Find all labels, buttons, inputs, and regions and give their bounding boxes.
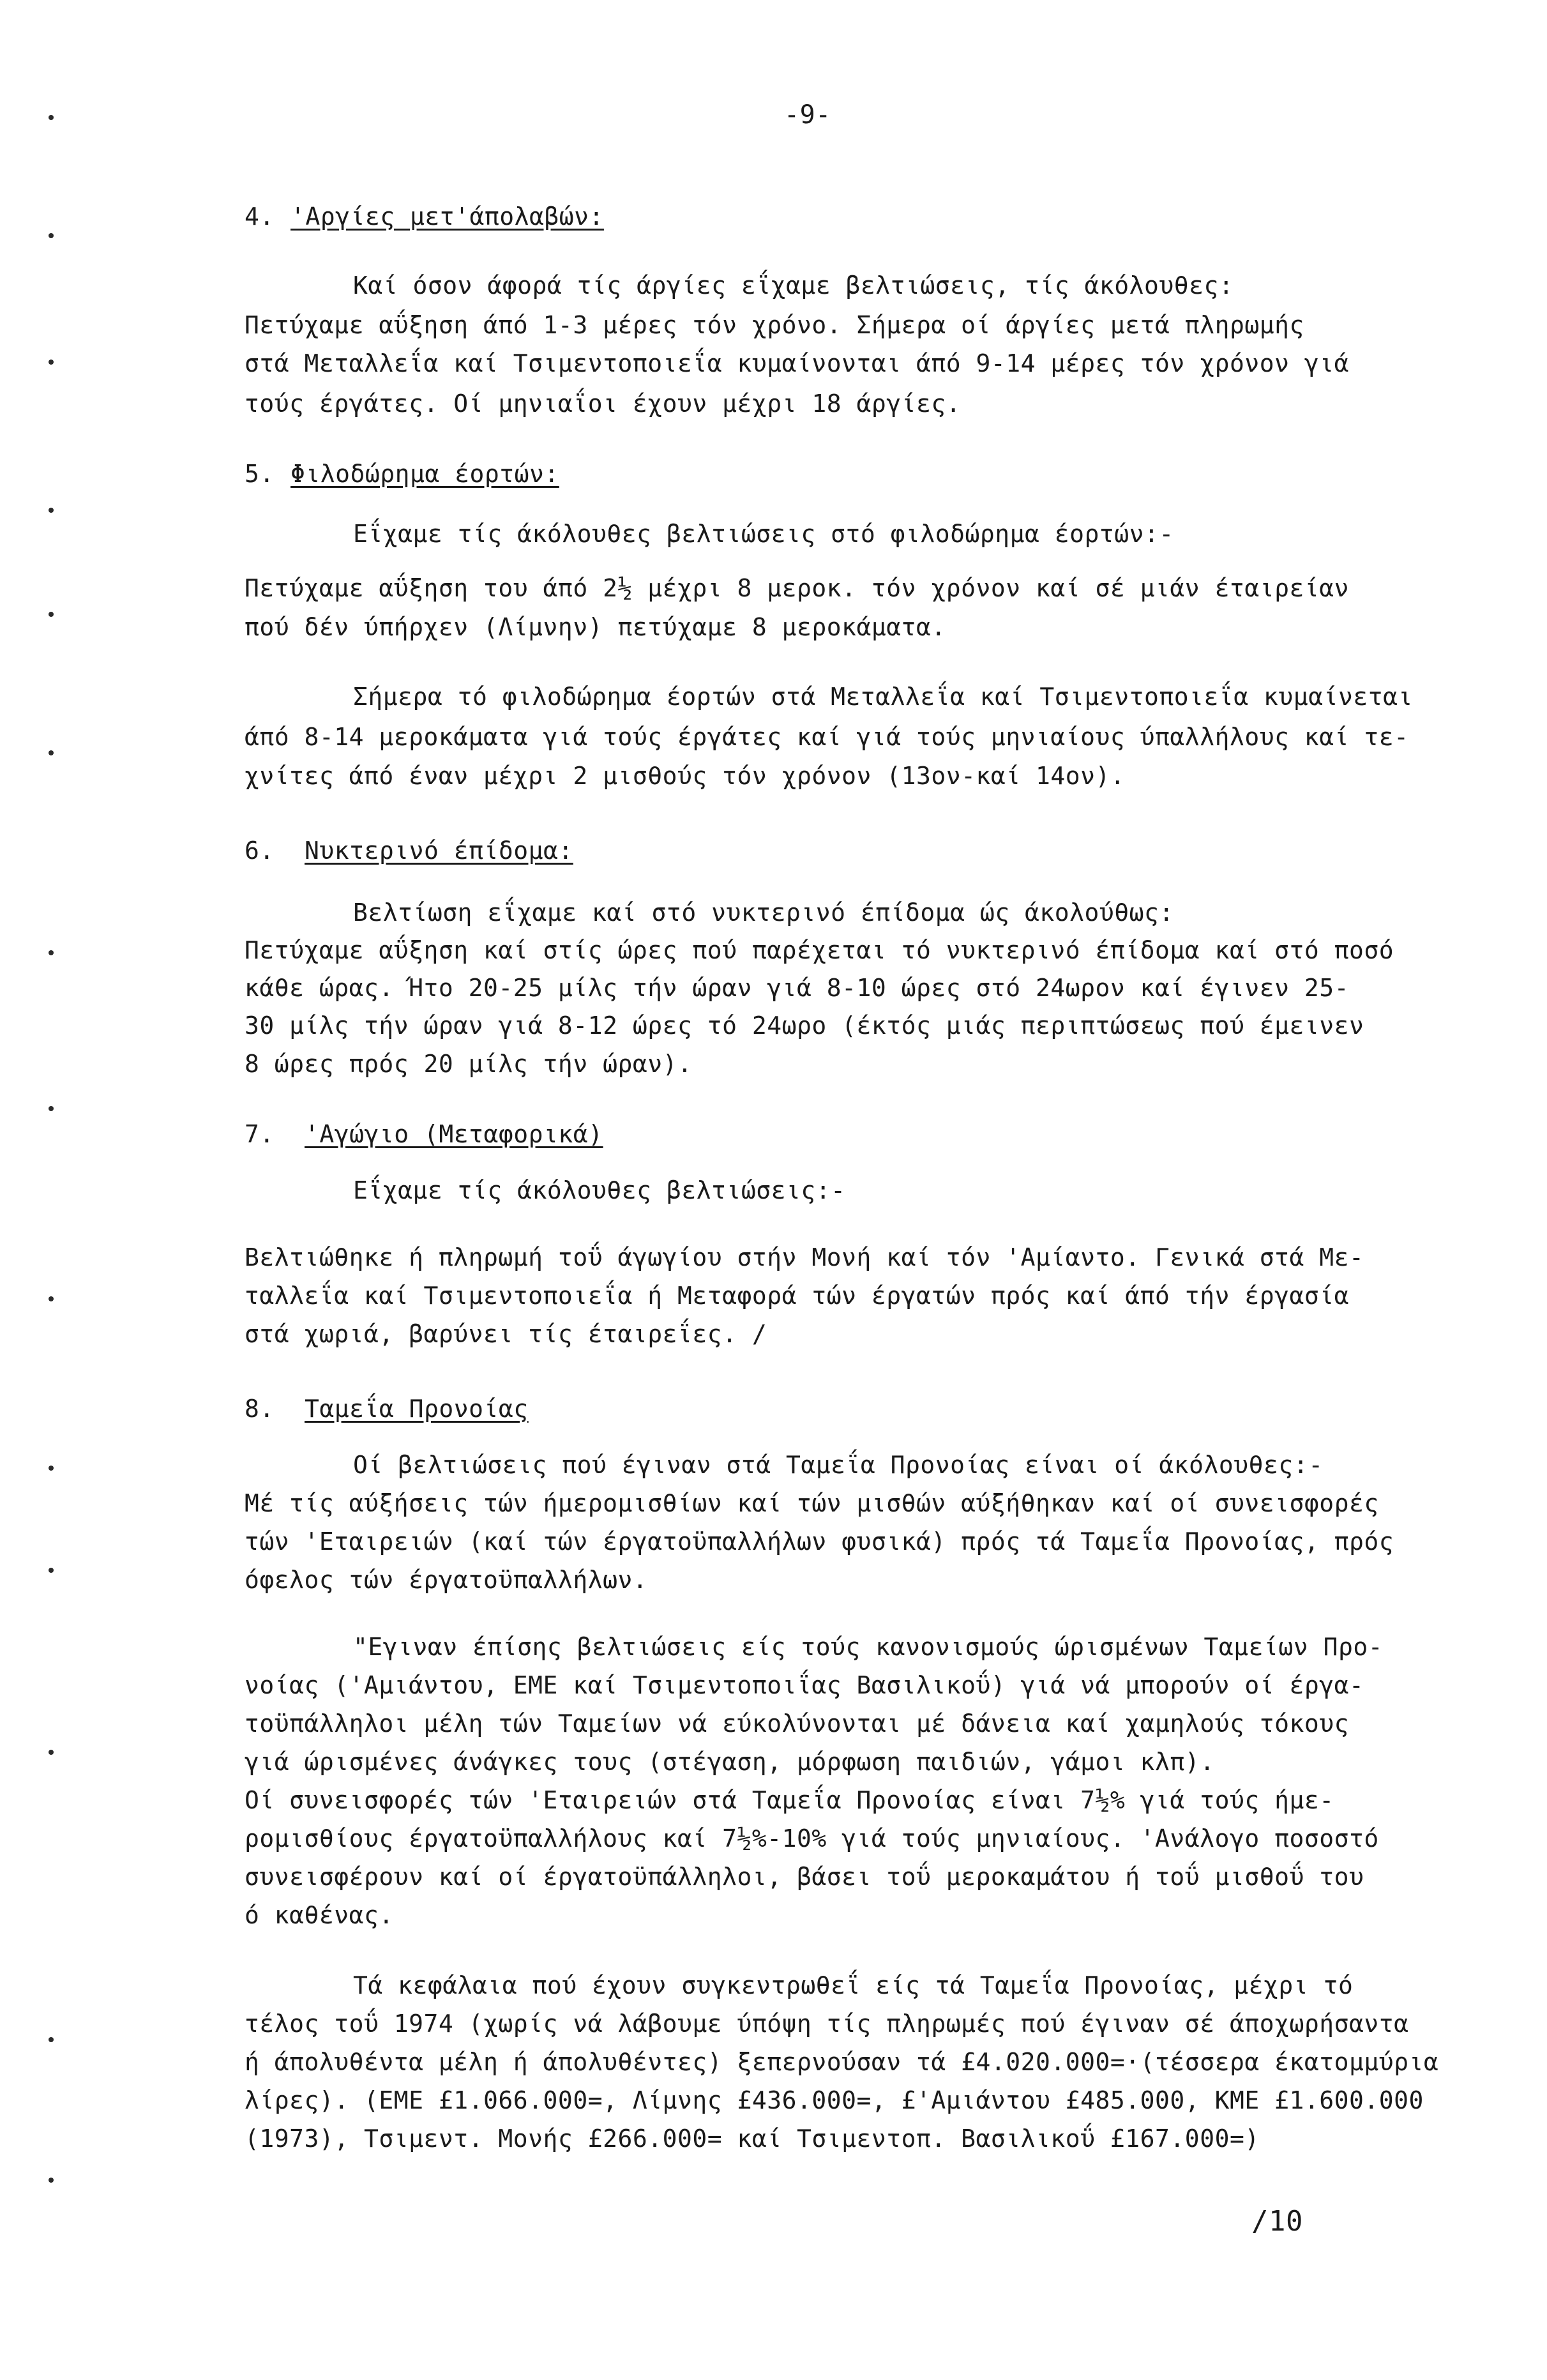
margin-dot [49,360,54,365]
section-7-title: 'Αγώγιο (Μεταφορικά) [305,1120,603,1148]
margin-dot [49,508,54,513]
margin-dot [49,612,54,617]
section-7-line: ταλλεΐα καί Τσιμεντοποιεΐα ή Μεταφορά τών έργατών πρός καί άπό τήν έργασία [245,1282,1349,1310]
section-5-line: Σήμερα τό φιλοδώρημα έορτών στά Μεταλλεΐα καί Τσιμεντοποιεΐα κυμαίνεται [353,683,1413,711]
section-7-line: Βελτιώθηκε ή πληρωμή τοΰ άγωγίου στήν Μονή καί τόν 'Αμίαντο. Γενικά στά Με- [245,1243,1364,1271]
section-4-line: Πετύχαμε αΰξηση άπό 1-3 μέρες τόν χρόνο. Σήμερα οί άργίες μετά πληρωμής [245,311,1304,339]
margin-dot [49,1466,54,1471]
section-8-line: ή άπολυθέντα μέλη ή άπολυθέντες) ξεπερνούσαν τά £4.020.000=·(τέσσερα έκατομμύρια [245,2048,1439,2076]
section-5-number: 5. [245,460,275,488]
margin-dot [49,950,54,955]
section-6-number: 6. [245,837,275,865]
margin-dot [49,115,54,120]
margin-dot [49,1106,54,1111]
section-8-line: γιά ώρισμένες άνάγκες τους (στέγαση, μόρφωση παιδιών, γάμοι κλπ). [245,1748,1215,1776]
section-8-line: όφελος τών έργατοϋπαλλήλων. [245,1566,648,1594]
section-8-line: τέλος τοΰ 1974 (χωρίς νά λάβουμε ύπόψη τίς πληρωμές πού έγιναν σέ άποχωρήσαντα [245,2010,1409,2038]
section-5-line: Πετύχαμε αΰξηση του άπό 2½ μέχρι 8 μεροκ. τόν χρόνον καί σέ μιάν έταιρείαν [245,574,1349,602]
section-6-line: Πετύχαμε αΰξηση καί στίς ώρες πού παρέχεται τό νυκτερινό έπίδομα καί στό ποσό [245,936,1394,964]
margin-dot [49,1568,54,1573]
section-8-number: 8. [245,1395,275,1423]
section-4-number: 4. [245,202,275,231]
section-4-line: Καί όσον άφορά τίς άργίες εΐχαμε βελτιώσεις, τίς άκόλουθες: [353,271,1234,299]
section-8-line: ρομισθίους έργατοϋπαλλήλους καί 7½%-10% γιά τούς μηνιαίους. 'Ανάλογο ποσοστό [245,1824,1379,1853]
margin-dot [49,750,54,755]
margin-dot [49,233,54,238]
margin-dot [49,2178,54,2183]
section-8-line: Οί βελτιώσεις πού έγιναν στά Ταμεΐα Προνοίας είναι οί άκόλουθες:- [353,1451,1324,1479]
section-7-line: Εΐχαμε τίς άκόλουθες βελτιώσεις:- [353,1176,846,1204]
section-8-title: Ταμεΐα Προνοίας [305,1395,529,1423]
section-5-line: άπό 8-14 μεροκάματα γιά τούς έργάτες καί γιά τούς μηνιαίους ύπαλλήλους καί τε- [245,723,1409,751]
section-8-line: (1973), Τσιμεντ. Μονής £266.000= καί Τσιμεντοπ. Βασιλικοΰ £167.000=) [245,2125,1260,2153]
section-8-line: Οί συνεισφορές τών 'Εταιρειών στά Ταμεΐα Προνοίας είναι 7½% γιά τούς ήμε- [245,1786,1334,1814]
section-6-line: Βελτίωση εΐχαμε καί στό νυκτερινό έπίδομα ώς άκολούθως: [353,898,1174,927]
section-4-title: 'Αργίες μετ'άπολαβών: [291,202,604,231]
section-8-line: συνεισφέρουν καί οί έργατοϋπάλληλοι, βάσει τοΰ μεροκαμάτου ή τοΰ μισθοΰ του [245,1863,1364,1891]
section-5-line: Εΐχαμε τίς άκόλουθες βελτιώσεις στό φιλοδώρημα έορτών:- [353,520,1174,548]
section-7-line: στά χωριά, βαρύνει τίς έταιρεΐες. / [245,1320,767,1348]
section-8-line: Μέ τίς αύξήσεις τών ήμερομισθίων καί τών μισθών αύξήθηκαν καί οί συνεισφορές [245,1489,1379,1517]
section-7-number: 7. [245,1120,275,1148]
section-6-title: Νυκτερινό έπίδομα: [305,837,573,865]
continuation-marker: /10 [1251,2205,1303,2238]
margin-dot [49,1750,54,1755]
section-8-line: τών 'Εταιρειών (καί τών έργατοϋπαλλήλων φυσικά) πρός τά Ταμεΐα Προνοίας, πρός [245,1527,1394,1556]
section-6-line: 8 ώρες πρός 20 μίλς τήν ώραν). [245,1050,693,1078]
section-6-line: 30 μίλς τήν ώραν γιά 8-12 ώρες τό 24ωρο (έκτός μιάς περιπτώσεως πού έμεινεν [245,1012,1364,1040]
section-6-line: κάθε ώρας. Ήτο 20-25 μίλς τήν ώραν γιά 8-10 ώρες στό 24ωρον καί έγινεν 25- [245,974,1349,1002]
section-8-line: Τά κεφάλαια πού έχουν συγκεντρωθεΐ είς τά Ταμεΐα Προνοίας, μέχρι τό [353,1971,1354,1999]
section-5-line: χνίτες άπό έναν μέχρι 2 μισθούς τόν χρόνον (13ον-καί 14ον). [245,762,1126,790]
page-number: -9- [784,100,831,130]
section-4-line: στά Μεταλλεΐα καί Τσιμεντοποιεΐα κυμαίνονται άπό 9-14 μέρες τόν χρόνον γιά [245,349,1349,377]
section-8-line: λίρες). (ΕΜΕ £1.066.000=, Λίμνης £436.000=, £'Αμιάντου £485.000, ΚΜΕ £1.600.000 [245,2086,1424,2114]
margin-dot [49,1296,54,1301]
section-8-line: τοϋπάλληλοι μέλη τών Ταμείων νά εύκολύνονται μέ δάνεια καί χαμηλούς τόκους [245,1709,1349,1738]
section-4-line: τούς έργάτες. Οί μηνιαΐοι έχουν μέχρι 18 άργίες. [245,390,962,418]
section-8-line: νοίας ('Αμιάντου, ΕΜΕ καί Τσιμεντοποιΐας Βασιλικοΰ) γιά νά μπορούν οί έργα- [245,1671,1364,1699]
margin-dot [49,2037,54,2042]
section-5-line: πού δέν ύπήρχεν (Λίμνην) πετύχαμε 8 μεροκάματα. [245,613,946,641]
section-5-title: Φιλοδώρημα έορτών: [291,460,559,488]
section-8-line: "Εγιναν έπίσης βελτιώσεις είς τούς κανονισμούς ώρισμένων Ταμείων Προ- [353,1633,1384,1661]
section-8-line: ό καθένας. [245,1901,394,1929]
